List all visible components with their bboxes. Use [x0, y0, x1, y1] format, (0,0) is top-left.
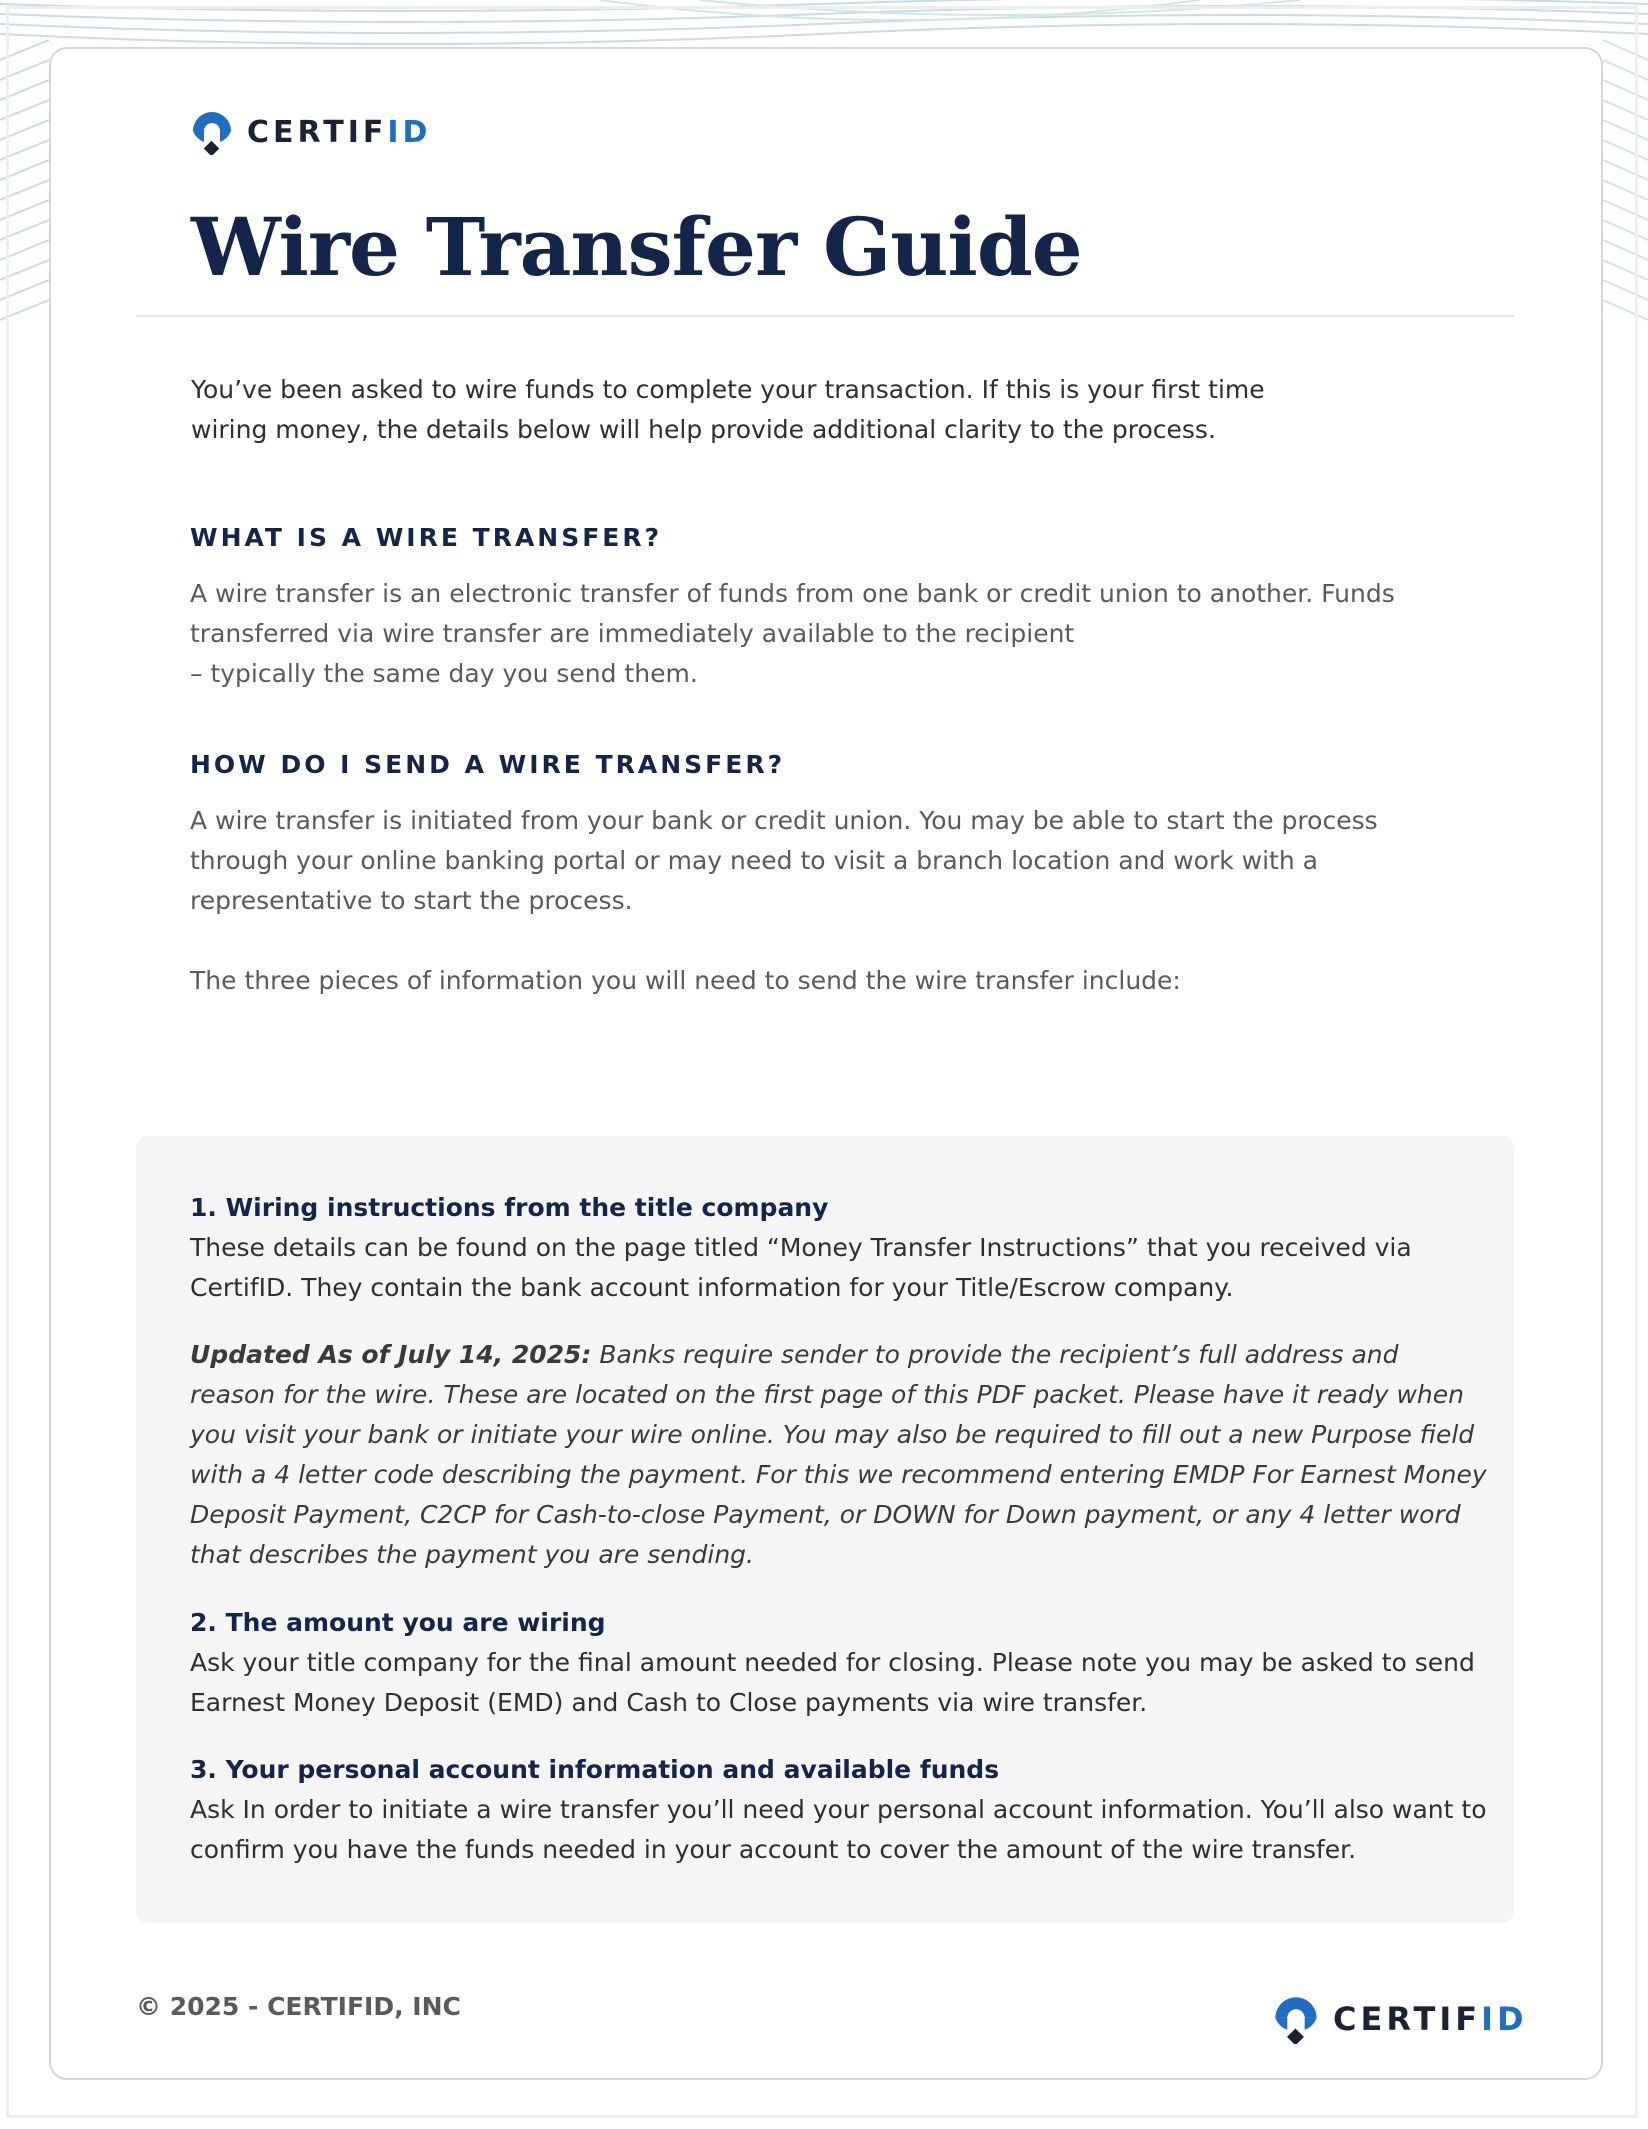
- section-body-how-send: A wire transfer is initiated from your bank or credit union. You may be able to start the process through your online banking portal or may need to visit a branch location and work with a representative to start the process.: [190, 806, 1378, 915]
- footer-brand-logo: [1271, 1994, 1528, 2044]
- info-item-body-3: Ask In order to initiate a wire transfer you’ll need your personal account information. You’ll also want to confirm you have the funds needed in your account to cover the amount of the wire transfer.: [190, 1795, 1487, 1864]
- three-pieces-intro: The three pieces of information you will need to send the wire transfer include:: [190, 966, 1181, 995]
- certifid-logo-icon: [1271, 1994, 1321, 2044]
- section-body-what-is-main: A wire transfer is an electronic transfer of funds from one bank or credit union to another. Funds transferred via wire transfer are immediately available to the recipient: [190, 579, 1395, 648]
- footer-brand-wordmark: [1333, 2000, 1528, 2038]
- brand-wordmark: [247, 115, 431, 150]
- update-notice-body: Banks require sender to provide the recipient’s full address and reason for the wire. These are located on the first page of this PDF packet. Please have it ready when you visit your bank or initiate your wire online. You may also be required to fill out a new Purpose field with a 4 letter code describing the payment. For this we recommend entering EMDP For Earnest Money Deposit Payment, C2CP for Cash-to-close Payment, or DOWN for Down payment, or any 4 letter word that describes the payment you are sending.: [190, 1340, 1487, 1569]
- brand-logo: [189, 109, 431, 155]
- certifid-logo-icon: [189, 109, 235, 155]
- brand-wordmark-accent: ID: [387, 114, 432, 150]
- page-title: Wire Transfer Guide: [191, 200, 1082, 294]
- update-notice: [190, 1335, 1490, 1575]
- info-item-body-1: These details can be found on the page titled “Money Transfer Instructions” that you received via CertifID. They contain the bank account information for your Title/Escrow company.: [190, 1233, 1412, 1302]
- section-body-what-is-line3: – typically the same day you send them.: [190, 659, 698, 688]
- footer-copyright: © 2025 - CERTIFID, INC: [136, 1992, 461, 2021]
- info-item-body-2: Ask your title company for the final amount needed for closing. Please note you may be asked to send Earnest Money Deposit (EMD) and Cash to Close payments via wire transfer.: [190, 1648, 1475, 1717]
- brand-wordmark-main: CERTIF: [247, 114, 388, 150]
- title-divider: [136, 315, 1514, 317]
- footer-brand-wordmark-accent: ID: [1481, 2000, 1528, 2038]
- section-body-what-is: [190, 574, 1490, 694]
- info-item-title-2: 2. The amount you are wiring: [190, 1608, 606, 1637]
- section-heading-how-send: HOW DO I SEND A WIRE TRANSFER?: [190, 750, 786, 779]
- info-item-title-3: 3. Your personal account information and available funds: [190, 1755, 1000, 1784]
- section-heading-what-is: WHAT IS A WIRE TRANSFER?: [190, 523, 663, 552]
- intro-paragraph: You’ve been asked to wire funds to complete your transaction. If this is your first time wiring money, the details below will help provide additional clarity to the process.: [191, 375, 1265, 444]
- footer-brand-wordmark-main: CERTIF: [1333, 2000, 1482, 2038]
- update-notice-lead: Updated As of July 14, 2025:: [190, 1340, 592, 1369]
- info-item-title-1: 1. Wiring instructions from the title company: [190, 1193, 829, 1222]
